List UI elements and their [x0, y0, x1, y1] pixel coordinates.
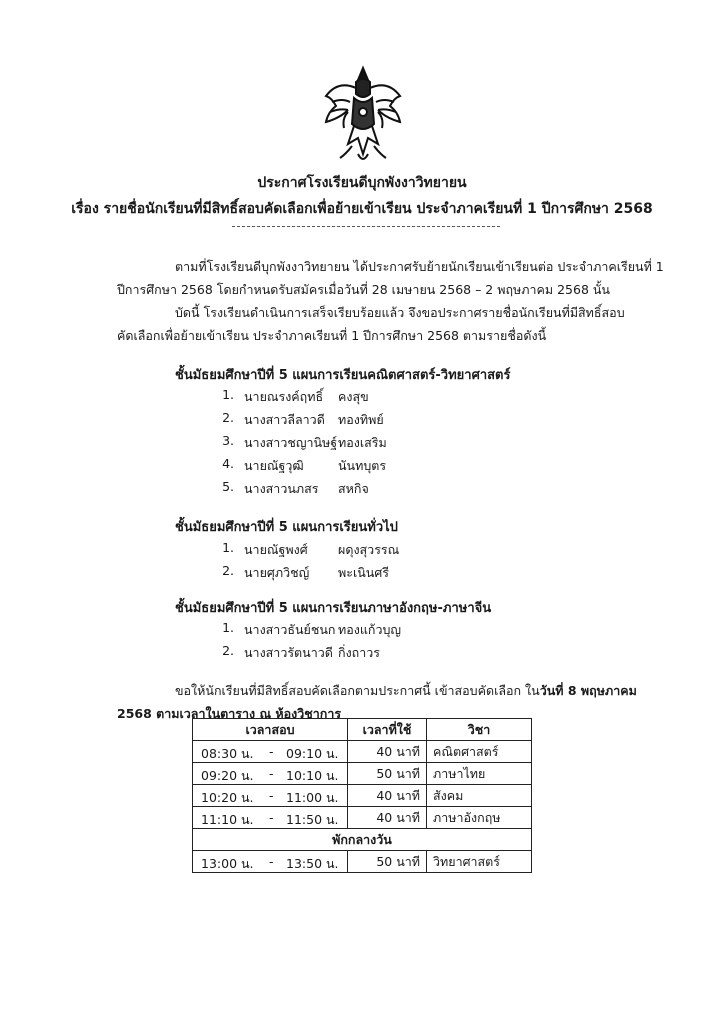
start-time: 10:20 น.	[201, 790, 254, 805]
header-subject: วิชา	[427, 719, 532, 741]
header-duration: เวลาที่ใช้	[348, 719, 427, 741]
table-row	[193, 807, 532, 829]
item-number: 5.	[222, 479, 234, 494]
student-last-name: ทองทิพย์	[338, 412, 384, 427]
student-last-name: กิ่งถาวร	[338, 645, 380, 660]
exam-note-line-1	[175, 680, 637, 702]
time-cell	[193, 807, 348, 829]
table-row	[193, 851, 532, 873]
student-last-name: พะเนินศรี	[338, 565, 389, 580]
item-number: 4.	[222, 456, 234, 471]
duration-cell: 40 นาที	[348, 785, 427, 807]
section-title-english-chinese: ชั้นมัธยมศึกษาปีที่ 5 แผนการเรียนภาษาอังกฤษ-ภาษาจีน	[175, 601, 492, 616]
header-exam-time: เวลาสอบ	[193, 719, 348, 741]
student-last-name: คงสุข	[338, 389, 369, 404]
student-last-name: ทองแก้วบุญ	[338, 622, 402, 637]
section-title-science-math: ชั้นมัธยมศึกษาปีที่ 5 แผนการเรียนคณิตศาสตร์-วิทยาศาสตร์	[175, 368, 511, 383]
student-first-name: นางสาวลีลาวดี	[244, 412, 325, 427]
table-row	[193, 785, 532, 807]
table-row	[193, 763, 532, 785]
time-dash: -	[269, 766, 274, 781]
section-title-general: ชั้นมัธยมศึกษาปีที่ 5 แผนการเรียนทั่วไป	[175, 520, 398, 535]
student-first-name: นายณรงค์ฤทธิ์	[244, 389, 324, 404]
item-number: 2.	[222, 410, 234, 425]
student-first-name: นางสาวรัตนาวดี	[244, 645, 333, 660]
student-first-name: นางสาวชญานิษฐ์	[244, 435, 338, 450]
subject-cell: ภาษาอังกฤษ	[427, 807, 532, 829]
item-number: 1.	[222, 620, 234, 635]
garuda-emblem	[318, 62, 408, 170]
duration-cell: 40 นาที	[348, 741, 427, 763]
student-first-name: นางสาวนภสร	[244, 481, 319, 496]
exam-schedule-table	[192, 718, 532, 873]
item-number: 2.	[222, 643, 234, 658]
intro-line-3: บัดนี้ โรงเรียนดำเนินการเสร็จเรียบร้อยแล้ว จึงขอประกาศรายชื่อนักเรียนที่มีสิทธิ์สอบ	[175, 305, 625, 320]
item-number: 1.	[222, 387, 234, 402]
student-first-name: นายศุภวิชญ์	[244, 565, 310, 580]
dashed-divider	[232, 226, 500, 227]
end-time: 11:50 น.	[286, 812, 339, 827]
exam-note-text: ขอให้นักเรียนที่มีสิทธิ์สอบคัดเลือกตามประกาศนี้ เข้าสอบคัดเลือก ใน	[175, 683, 540, 698]
time-dash: -	[269, 788, 274, 803]
student-last-name: ผดุงสุวรรณ	[338, 542, 400, 557]
time-cell	[193, 851, 348, 873]
lunch-break-row	[193, 829, 532, 851]
intro-line-4: คัดเลือกเพื่อย้ายเข้าเรียน ประจำภาคเรียนที่ 1 ปีการศึกษา 2568 ตามรายชื่อดังนี้	[117, 328, 547, 343]
table-row	[193, 741, 532, 763]
table-header-row	[193, 719, 532, 741]
time-dash: -	[269, 810, 274, 825]
item-number: 2.	[222, 563, 234, 578]
end-time: 09:10 น.	[286, 746, 339, 761]
duration-cell: 50 นาที	[348, 763, 427, 785]
intro-line-2: ปีการศึกษา 2568 โดยกำหนดรับสมัครเมื่อวันที่ 28 เมษายน 2568 – 2 พฤษภาคม 2568 นั้น	[117, 282, 610, 297]
subject-cell: วิทยาศาสตร์	[427, 851, 532, 873]
subject-cell: คณิตศาสตร์	[427, 741, 532, 763]
student-last-name: สหกิจ	[338, 481, 369, 496]
time-dash: -	[269, 744, 274, 759]
item-number: 1.	[222, 540, 234, 555]
student-last-name: นันทบุตร	[338, 458, 387, 473]
announcement-title: ประกาศโรงเรียนดีบุกพังงาวิทยายน	[257, 175, 467, 191]
end-time: 13:50 น.	[286, 856, 339, 871]
start-time: 08:30 น.	[201, 746, 254, 761]
start-time: 13:00 น.	[201, 856, 254, 871]
time-dash: -	[269, 854, 274, 869]
subject-cell: สังคม	[427, 785, 532, 807]
lunch-break-label: พักกลางวัน	[193, 829, 532, 851]
start-time: 11:10 น.	[201, 812, 254, 827]
exam-note-line-2: 2568 ตามเวลาในตาราง ณ ห้องวิชาการ	[117, 706, 342, 721]
student-first-name: นายณัฐพงศ์	[244, 542, 308, 557]
duration-cell: 50 นาที	[348, 851, 427, 873]
item-number: 3.	[222, 433, 234, 448]
intro-line-1: ตามที่โรงเรียนดีบุกพังงาวิทยายน ได้ประกาศรับย้ายนักเรียนเข้าเรียนต่อ ประจำภาคเรียนที่ 1	[175, 259, 664, 274]
time-cell	[193, 741, 348, 763]
end-time: 10:10 น.	[286, 768, 339, 783]
duration-cell: 40 นาที	[348, 807, 427, 829]
exam-date: วันที่ 8 พฤษภาคม	[539, 683, 637, 698]
end-time: 11:00 น.	[286, 790, 339, 805]
subject-cell: ภาษาไทย	[427, 763, 532, 785]
announcement-subject: เรื่อง รายชื่อนักเรียนที่มีสิทธิ์สอบคัดเลือกเพื่อย้ายเข้าเรียน ประจำภาคเรียนที่ 1 ปีการศึกษา 2568	[71, 201, 653, 217]
student-first-name: นายณัฐวุฒิ	[244, 458, 304, 473]
student-first-name: นางสาวธันย์ชนก	[244, 622, 336, 637]
time-cell	[193, 785, 348, 807]
time-cell	[193, 763, 348, 785]
student-last-name: ทองเสริม	[338, 435, 387, 450]
start-time: 09:20 น.	[201, 768, 254, 783]
